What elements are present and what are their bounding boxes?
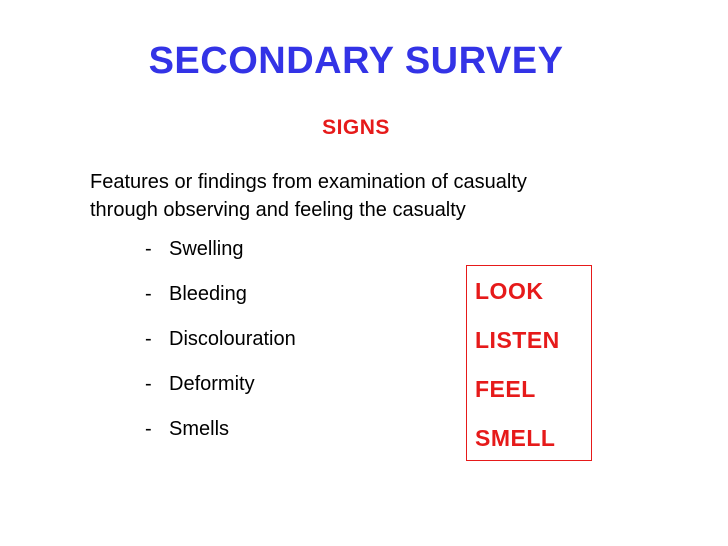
sign-label: Discolouration (169, 328, 296, 350)
list-item (145, 328, 296, 373)
description (90, 168, 690, 224)
bullet-dash: - (145, 283, 152, 305)
list-item (145, 238, 296, 283)
signs-list (145, 238, 296, 463)
senses-box (466, 265, 592, 461)
sense-item: LISTEN (475, 327, 560, 353)
list-item (145, 418, 296, 463)
sign-label: Smells (169, 418, 230, 440)
description-line: Features or findings from examination of casualty (90, 171, 527, 193)
sense-item: SMELL (475, 425, 556, 451)
slide-title: SECONDARY SURVEY (148, 40, 564, 82)
list-item (145, 283, 296, 328)
sense-item: FEEL (475, 376, 536, 402)
sign-label: Bleeding (169, 283, 247, 305)
bullet-dash: - (145, 373, 152, 395)
description-line: through observing and feeling the casualty (90, 199, 466, 221)
sign-label: Deformity (169, 373, 255, 395)
bullet-dash: - (145, 238, 152, 260)
sign-label: Swelling (169, 238, 244, 260)
list-item (145, 373, 296, 418)
sense-item: LOOK (475, 278, 544, 304)
bullet-dash: - (145, 418, 152, 440)
slide-subtitle: SIGNS (322, 116, 390, 139)
bullet-dash: - (145, 328, 152, 350)
